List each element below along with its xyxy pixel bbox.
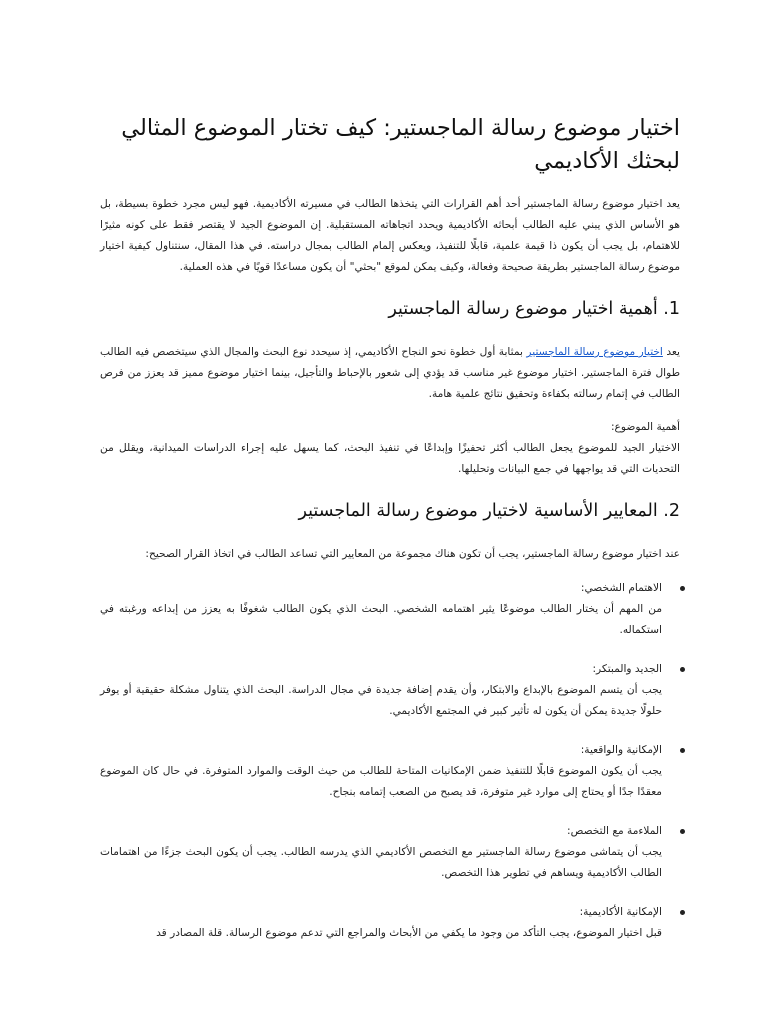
section-1-prefix: يعد bbox=[662, 346, 680, 358]
topic-importance-block bbox=[100, 417, 680, 480]
bullet-icon bbox=[680, 586, 685, 591]
criteria-label: الإمكانية الأكاديمية: bbox=[579, 906, 662, 918]
page-title: اختيار موضوع رسالة الماجستير: كيف تختار الموضوع المثالي لبحثك الأكاديمي bbox=[121, 115, 680, 174]
section-1-paragraph bbox=[100, 342, 680, 405]
bullet-icon bbox=[680, 829, 685, 834]
section-2-intro: عند اختيار موضوع رسالة الماجستير، يجب أن تكون هناك مجموعة من المعايير التي تساعد الطالب في اتخاذ القرار الصحيح: bbox=[145, 548, 680, 560]
criteria-item-novelty bbox=[100, 659, 680, 722]
criteria-text: يجب أن يكون الموضوع قابلًا للتنفيذ ضمن الإمكانيات المتاحة للطالب من حيث الوقت والموارد المتوفرة. في حال كان الموضوع معقدًا جدًا أو يحتاج إلى موارد غير متوفرة، قد يصبح من الصعب إتمامه بنجاح. bbox=[100, 765, 662, 798]
criteria-label: الملاءمة مع التخصص: bbox=[567, 825, 662, 837]
bullet-icon bbox=[680, 667, 685, 672]
criteria-text: يجب أن يتماشى موضوع رسالة الماجستير مع التخصص الأكاديمي الذي يدرسه الطالب. يجب أن يكون البحث جزءًا من اهتمامات الطالب الأكاديمية ويساهم في تطوير هذا التخصص. bbox=[100, 846, 662, 879]
intro-paragraph: يعد اختيار موضوع رسالة الماجستير أحد أهم القرارات التي يتخذها الطالب في مسيرته الأكاديمية. فهو ليس مجرد خطوة بسيطة، بل هو الأساس الذي يبني عليه الطالب أبحاثه الأكاديمية ويحدد اتجاهاته المستقبلية. إن الموضوع الجيد لا يقتصر فقط على كونه مثيرًا للاهتمام، بل يجب أن يكون ذا قيمة علمية، قابلًا للتنفيذ، ويعكس إلمام الطالب بمجال دراسته. في هذا المقال، سنتناول كيفية اختيار موضوع رسالة الماجستير بطريقة صحيحة وفعالة، وكيف يمكن لموقع "بحثي" أن يكون مساعدًا قويًا في هذه العملية. bbox=[100, 198, 680, 273]
section-1-rest: بمثابة أول خطوة نحو النجاح الأكاديمي، إذ سيحدد نوع البحث والمجال الذي سيتخصص فيه الطالب طوال فترة الماجستير. اختيار موضوع غير مناسب قد يؤدي إلى شعور بالإحباط والتأجيل، بينما اختيار موضوع مميز قد يعزز من فرص الطالب في إتمام رسالته بكفاءة وتحقيق نتائج علمية هامة. bbox=[100, 346, 680, 400]
criteria-label: الاهتمام الشخصي: bbox=[580, 582, 662, 594]
criteria-label: الإمكانية والواقعية: bbox=[580, 744, 662, 756]
topic-importance-label: أهمية الموضوع: bbox=[610, 421, 680, 433]
criteria-list bbox=[100, 578, 680, 944]
criteria-item-academic-resources bbox=[100, 902, 680, 944]
section-1-heading: 1. أهمية اختيار موضوع رسالة الماجستير bbox=[388, 299, 680, 319]
topic-selection-link[interactable]: اختيار موضوع رسالة الماجستير bbox=[526, 346, 663, 358]
criteria-item-feasibility bbox=[100, 740, 680, 803]
criteria-item-specialization-fit bbox=[100, 821, 680, 884]
criteria-text: يجب أن يتسم الموضوع بالإبداع والابتكار، وأن يقدم إضافة جديدة في مجال الدراسة. البحث الذي يتناول مشكلة حقيقية أو يوفر حلولًا جديدة يمكن أن يكون له تأثير كبير في المجتمع الأكاديمي. bbox=[100, 684, 662, 717]
bullet-icon bbox=[680, 748, 685, 753]
criteria-item-personal-interest bbox=[100, 578, 680, 641]
criteria-label: الجديد والمبتكر: bbox=[592, 663, 662, 675]
bullet-icon bbox=[680, 910, 685, 915]
criteria-text: من المهم أن يختار الطالب موضوعًا يثير اهتمامه الشخصي. البحث الذي يكون الطالب شغوفًا به يعزز من إبداعه ورغبته في استكماله. bbox=[100, 603, 662, 636]
section-2-heading: 2. المعايير الأساسية لاختيار موضوع رسالة الماجستير bbox=[298, 501, 680, 521]
criteria-text: قبل اختيار الموضوع، يجب التأكد من وجود ما يكفي من الأبحاث والمراجع التي تدعم موضوع الرسالة. قلة المصادر قد bbox=[156, 927, 662, 939]
document-page bbox=[100, 112, 680, 962]
topic-importance-text: الاختيار الجيد للموضوع يجعل الطالب أكثر تحفيزًا وإبداعًا في تنفيذ البحث، كما يسهل عليه إجراء الدراسات الميدانية، ويقلل من التحديات التي قد يواجهها في جمع البيانات وتحليلها. bbox=[100, 442, 680, 475]
